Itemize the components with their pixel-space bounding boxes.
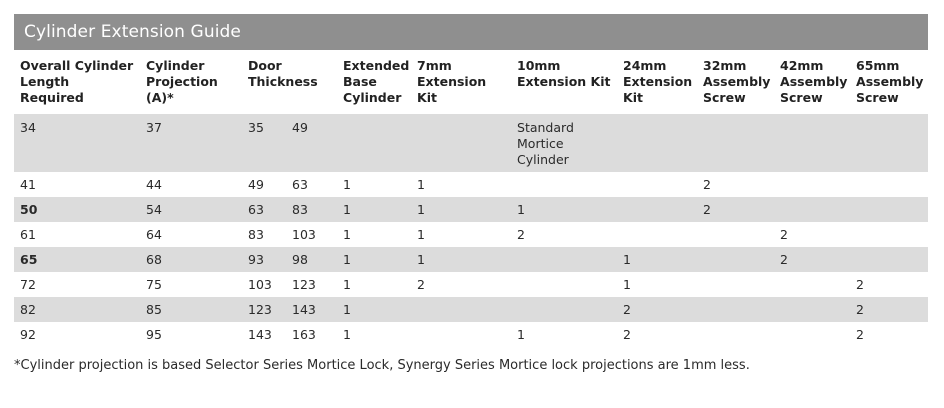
cell-length: 92 — [20, 327, 36, 342]
header-length: Overall Cylinder Length Required — [20, 58, 134, 105]
cell-door-min: 63 — [242, 197, 286, 222]
cell-10mm-kit: 1 — [511, 197, 617, 222]
cell-door-min: 123 — [242, 297, 286, 322]
header-42mm-screw: 42mm Assembly Screw — [780, 58, 848, 105]
cell-42mm-screw: 2 — [780, 227, 788, 242]
cell-24mm-kit — [617, 172, 697, 197]
cell-42mm-screw — [774, 297, 850, 322]
cell-42mm-screw: 2 — [774, 247, 850, 272]
header-row — [14, 50, 928, 114]
cell-65mm-screw: 2 — [856, 327, 864, 342]
cell-door-min: 93 — [242, 247, 286, 272]
cell-length: 41 — [20, 177, 36, 192]
cell-42mm-screw — [774, 172, 850, 197]
cell-32mm-screw — [697, 272, 774, 297]
cell-24mm-kit: 1 — [617, 247, 697, 272]
footnote: *Cylinder projection is based Selector Series Mortice Lock, Synergy Series Mortice lock projections are 1mm less. — [14, 358, 750, 373]
cylinder-guide-sheet — [14, 14, 928, 347]
cell-24mm-kit: 2 — [623, 327, 631, 342]
table-row — [14, 297, 928, 322]
cell-10mm-kit — [511, 272, 617, 297]
cell-extended-base: 1 — [337, 297, 411, 322]
cell-65mm-screw: 2 — [850, 297, 928, 322]
cell-projection: 64 — [146, 227, 162, 242]
cell-projection: 95 — [146, 327, 162, 342]
table-row — [14, 222, 928, 247]
header-65mm-screw: 65mm Assembly Screw — [856, 58, 924, 105]
header-projection: Cylinder Projection (A)* — [146, 58, 218, 105]
cell-32mm-screw — [697, 222, 774, 247]
cell-65mm-screw — [850, 222, 928, 247]
cell-32mm-screw: 2 — [703, 177, 711, 192]
cell-projection: 44 — [146, 177, 162, 192]
header-extended-base: Extended Base Cylinder — [343, 58, 410, 105]
header-door-thickness: Door Thickness — [248, 58, 318, 89]
extension-table — [14, 50, 928, 347]
cell-32mm-screw: 2 — [697, 197, 774, 222]
cell-extended-base — [337, 114, 411, 172]
cell-65mm-screw — [850, 247, 928, 272]
cell-32mm-screw — [697, 247, 774, 272]
cell-door-min: 35 — [242, 114, 286, 172]
header-24mm-kit: 24mm Extension Kit — [623, 58, 693, 105]
cell-24mm-kit — [617, 222, 697, 247]
cell-7mm-kit — [411, 114, 511, 172]
cell-projection: 85 — [140, 297, 242, 322]
cell-extended-base: 1 — [343, 277, 351, 292]
cell-length: 82 — [14, 297, 140, 322]
cell-door-min: 83 — [248, 227, 264, 242]
cell-door-max: 83 — [286, 197, 337, 222]
cell-7mm-kit — [411, 322, 511, 347]
cell-door-min: 143 — [248, 327, 272, 342]
cell-42mm-screw — [774, 272, 850, 297]
cell-10mm-kit — [511, 247, 617, 272]
cell-7mm-kit: 1 — [411, 197, 511, 222]
cell-extended-base: 1 — [343, 327, 351, 342]
cell-door-max: 63 — [292, 177, 308, 192]
cell-extended-base: 1 — [343, 227, 351, 242]
cell-door-max: 123 — [292, 277, 316, 292]
cell-projection: 75 — [146, 277, 162, 292]
table-row — [14, 114, 928, 172]
table-row — [14, 322, 928, 347]
cell-projection: 54 — [140, 197, 242, 222]
cell-door-max: 49 — [286, 114, 337, 172]
cell-32mm-screw — [697, 114, 774, 172]
cell-extended-base: 1 — [343, 177, 351, 192]
page-title: Cylinder Extension Guide — [14, 14, 928, 50]
cell-length: 50 — [14, 197, 140, 222]
cell-10mm-kit: Standard Mortice Cylinder — [511, 114, 617, 172]
cell-10mm-kit: 1 — [517, 327, 525, 342]
cell-42mm-screw — [774, 322, 850, 347]
table-row — [14, 247, 928, 272]
cell-door-max: 143 — [286, 297, 337, 322]
cell-24mm-kit — [617, 197, 697, 222]
cell-7mm-kit: 2 — [417, 277, 425, 292]
cell-65mm-screw — [850, 172, 928, 197]
cell-10mm-kit — [511, 172, 617, 197]
cell-length: 72 — [20, 277, 36, 292]
cell-10mm-kit — [511, 297, 617, 322]
cell-projection: 37 — [140, 114, 242, 172]
cell-7mm-kit: 1 — [417, 227, 425, 242]
cell-24mm-kit: 1 — [623, 277, 631, 292]
cell-length: 34 — [14, 114, 140, 172]
cell-door-max: 163 — [292, 327, 316, 342]
cell-65mm-screw — [850, 114, 928, 172]
cell-projection: 68 — [140, 247, 242, 272]
cell-65mm-screw — [850, 197, 928, 222]
cell-door-min: 49 — [248, 177, 264, 192]
cell-42mm-screw — [774, 114, 850, 172]
cell-door-min: 103 — [248, 277, 272, 292]
cell-32mm-screw — [697, 322, 774, 347]
table-row — [14, 172, 928, 197]
cell-7mm-kit: 1 — [417, 177, 425, 192]
cell-7mm-kit — [411, 297, 511, 322]
cell-65mm-screw: 2 — [856, 277, 864, 292]
table-row — [14, 272, 928, 297]
cell-length: 65 — [14, 247, 140, 272]
cell-extended-base: 1 — [337, 247, 411, 272]
cell-10mm-kit: 2 — [517, 227, 525, 242]
cell-length: 61 — [20, 227, 36, 242]
cell-24mm-kit: 2 — [617, 297, 697, 322]
cell-door-max: 98 — [286, 247, 337, 272]
cell-extended-base: 1 — [337, 197, 411, 222]
cell-7mm-kit: 1 — [411, 247, 511, 272]
header-32mm-screw: 32mm Assembly Screw — [703, 58, 771, 105]
cell-door-max: 103 — [292, 227, 316, 242]
cell-42mm-screw — [774, 197, 850, 222]
cell-32mm-screw — [697, 297, 774, 322]
header-7mm-kit: 7mm Extension Kit — [417, 58, 487, 105]
cell-24mm-kit — [617, 114, 697, 172]
table-row — [14, 197, 928, 222]
header-10mm-kit: 10mm Extension Kit — [517, 58, 611, 89]
